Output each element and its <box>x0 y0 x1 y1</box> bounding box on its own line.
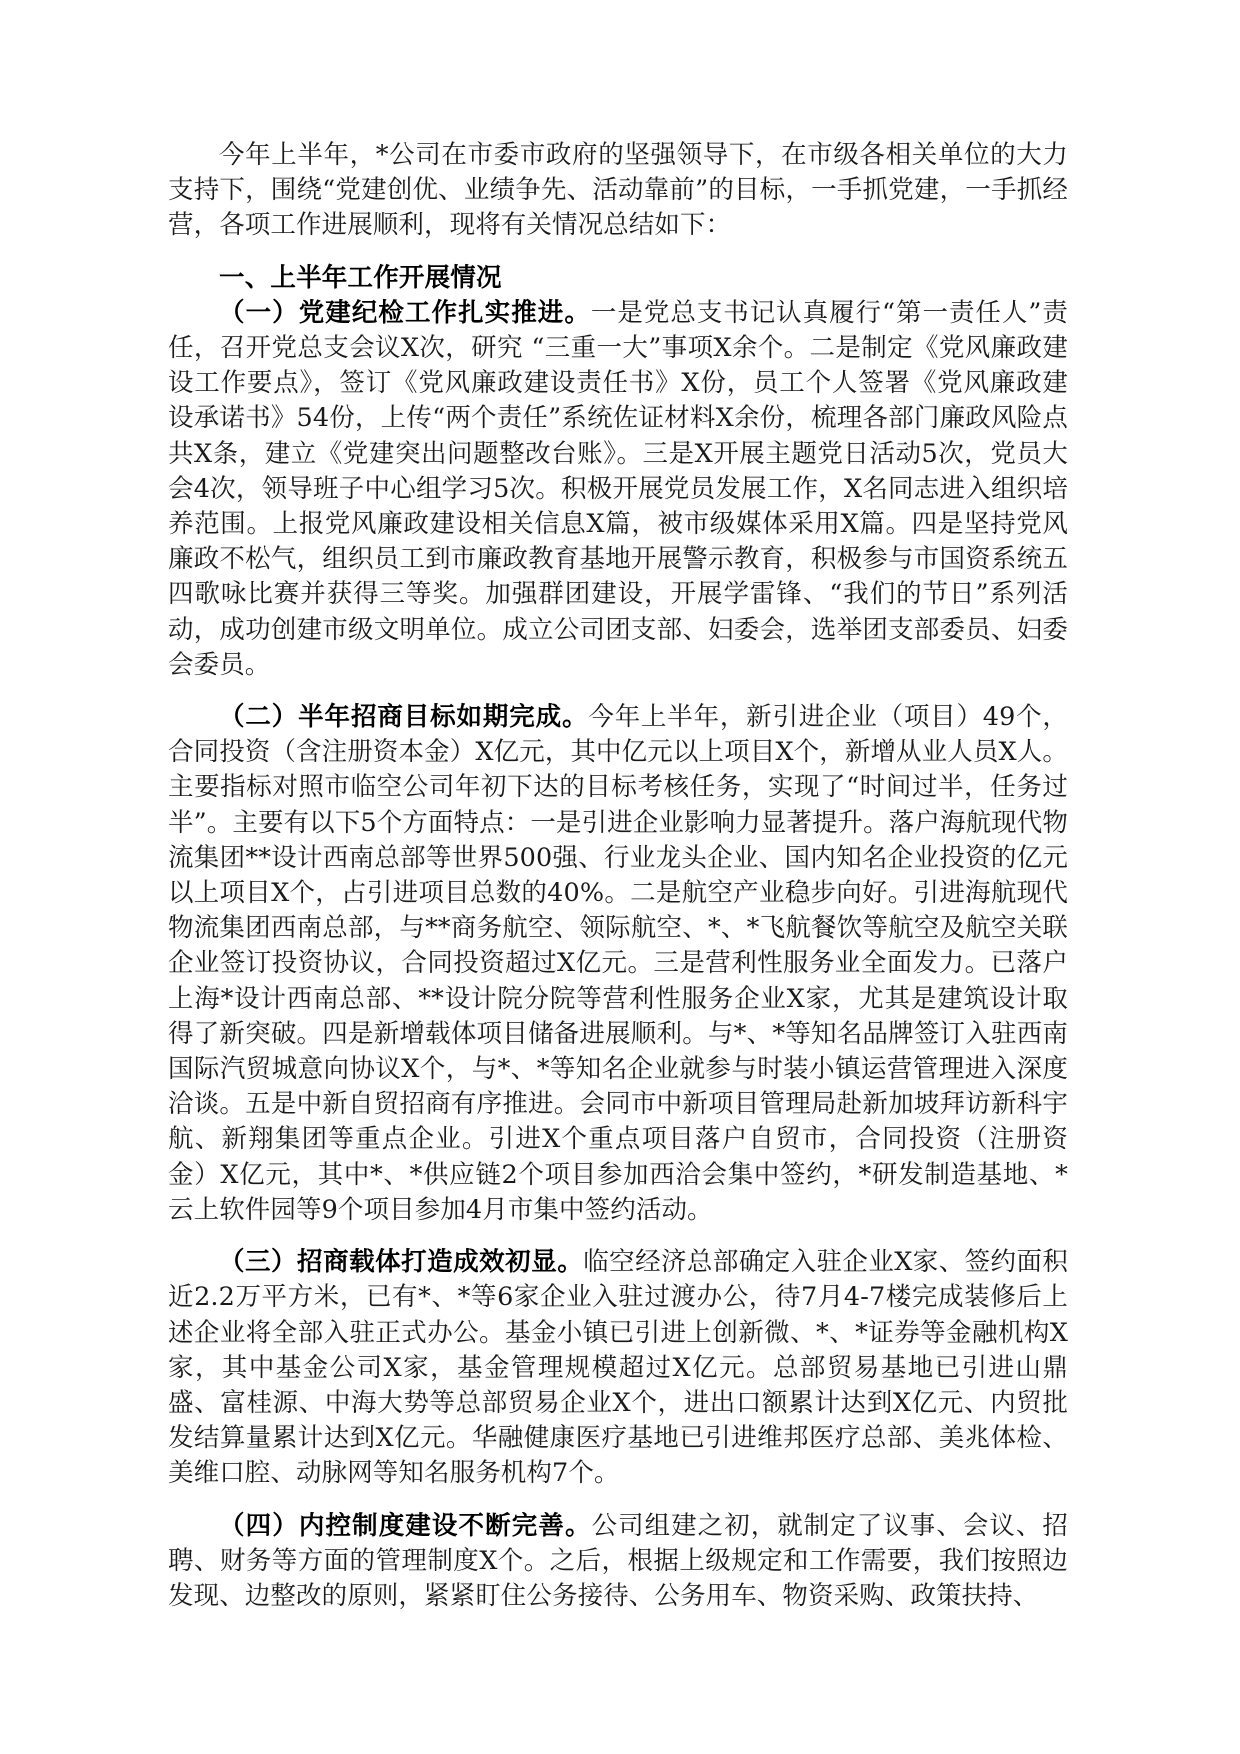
subsection-4-body: 公司组建之初，就制定了议事、会议、招聘、财务等方面的管理制度X个。之后，根据上级规定和工作需要，我们按照边发现、边整改的原则，紧紧盯住公务接待、公务用车、物资采购、政策扶持、 <box>168 1510 1068 1611</box>
subsection-2-body: 今年上半年，新引进企业（项目）49个，合同投资（含注册资本金）X亿元，其中亿元以上项目X个，新增从业人员X人。主要指标对照市临空公司年初下达的目标考核任务，实现了“时间过半，任务过半”。主要有以下5个方面特点：一是引进企业影响力显著提升。落户海航现代物流集团**设计西南总部等世界500强、行业龙头企业、国内知名企业投资的亿元以上项目X个，占引进项目总数的40%。二是航空产业稳步向好。引进海航现代物流集团西南总部，与**商务航空、领际航空、*、*飞航餐饮等航空及航空关联企业签订投资协议，合同投资超过X亿元。三是营利性服务业全面发力。已落户上海*设计西南总部、**设计院分院等营利性服务企业X家，尤其是建筑设计取得了新突破。四是新增载体项目储备进展顺利。与*、*等知名品牌签订入驻西南国际汽贸城意向协议X个，与*、*等知名企业就参与时装小镇运营管理进入深度洽谈。五是中新自贸招商有序推进。会同市中新项目管理局赴新加坡拜访新科宇航、新翔集团等重点企业。引进X个重点项目落户自贸市，合同投资（注册资金）X亿元，其中*、*供应链2个项目参加西洽会集中签约，*研发制造基地、*云上软件园等9个项目参加4月市集中签约活动。 <box>168 702 1068 1225</box>
subsection-1-lead: （一）党建纪检工作扎实推进。 <box>219 297 591 328</box>
subsection-2-lead: （二）半年招商目标如期完成。 <box>219 702 589 733</box>
subsection-1-body: 一是党总支书记认真履行“第一责任人”责任，召开党总支会议X次，研究 “三重一大”事项X余个。二是制定《党风廉政建设工作要点》，签订《党风廉政建设责任书》X份，员工个人签署《党风廉政建设承诺书》54份，上传“两个责任”系统佐证材料X余份，梳理各部门廉政风险点共X条，建立《党建突出问题整改台账》。三是X开展主题党日活动5次，党员大会4次，领导班子中心组学习5次。积极开展党员发展工作，X名同志进入组织培养范围。上报党风廉政建设相关信息X篇，被市级媒体采用X篇。四是坚持党风廉政不松气，组织员工到市廉政教育基地开展警示教育，积极参与市国资系统五四歌咏比赛并获得三等奖。加强群团建设，开展学雷锋、“我们的节日”系列活动，成功创建市级文明单位。成立公司团支部、妇委会，选举团支部委员、妇委会委员。 <box>168 297 1068 680</box>
subsection-1 <box>168 296 1068 683</box>
subsection-3-body: 临空经济总部确定入驻企业X家、签约面积近2.2万平方米，已有*、*等6家企业入驻过渡办公，待7月4-7楼完成装修后上述企业将全部入驻正式办公。基金小镇已引进上创新微、*、*证券等金融机构X家，其中基金公司X家，基金管理规模超过X亿元。总部贸易基地已引进山鼎盛、富桂源、中海大势等总部贸易企业X个，进出口额累计达到X亿元、内贸批发结算量累计达到X亿元。华融健康医疗基地已引进维邦医疗总部、美兆体检、美维口腔、动脉网等知名服务机构7个。 <box>168 1247 1068 1489</box>
intro-paragraph: 今年上半年，*公司在市委市政府的坚强领导下，在市级各相关单位的大力支持下，围绕“党建创优、业绩争先、活动靠前”的目标，一手抓党建，一手抓经营，各项工作进展顺利，现将有关情况总结如下： <box>168 140 1068 241</box>
document-body <box>168 138 1068 1614</box>
subsection-4-lead: （四）内控制度建设不断完善。 <box>219 1510 592 1541</box>
section-heading-1: 一、上半年工作开展情况 <box>219 262 502 293</box>
subsection-3-lead: （三）招商载体打造成效初显。 <box>219 1247 584 1278</box>
subsection-4 <box>168 1509 1068 1615</box>
subsection-2 <box>168 700 1068 1228</box>
subsection-3 <box>168 1245 1068 1491</box>
